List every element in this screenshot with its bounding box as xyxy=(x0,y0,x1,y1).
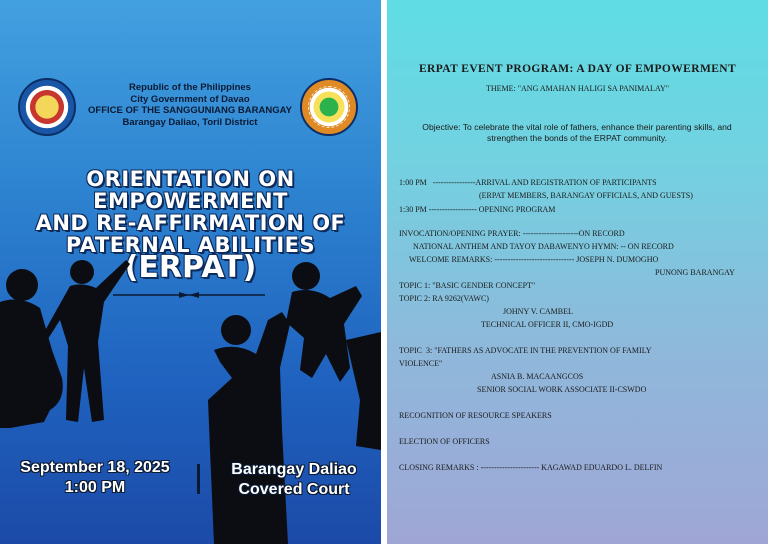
venue-line-2: Covered Court xyxy=(238,481,350,498)
program-line-welcome-title: PUNONG BARANGAY xyxy=(655,268,735,277)
program-objective: Objective: To celebrate the vital role of fathers, enhance their parenting skills, and strengthen the bonds of the ERPAT community. xyxy=(422,122,732,143)
program-line-topic-2: TOPIC 2: RA 9262(VAWC) xyxy=(399,294,489,303)
program-line-recognition: RECOGNITION OF RESOURCE SPEAKERS xyxy=(399,411,552,420)
header-line-barangay: Barangay Daliao, Toril District xyxy=(122,116,258,128)
event-date: September 18, 2025 xyxy=(20,459,170,476)
event-time: 1:00 PM xyxy=(64,479,126,496)
program-line-registration-detail: (ERPAT MEMBERS, BARANGAY OFFICIALS, AND GUESTS) xyxy=(479,191,693,200)
header-line-republic: Republic of the Philippines xyxy=(129,82,251,93)
program-line-registration: 1:00 PM ----------------ARRIVAL AND REGISTRATION OF PARTICIPANTS xyxy=(399,178,657,187)
program-theme: THEME: "ANG AMAHAN HALIGI SA PANIMALAY" xyxy=(485,84,670,93)
title-line-3: PATERNAL ABILITIES xyxy=(65,233,316,257)
program-line-topic-3-cont: VIOLENCE" xyxy=(399,359,443,368)
event-venue xyxy=(214,460,374,500)
program-line-election: ELECTION OF OFFICERS xyxy=(399,437,490,446)
event-poster xyxy=(0,0,381,544)
program-line-topic-1: TOPIC 1: "BASIC GENDER CONCEPT" xyxy=(399,281,536,290)
title-abbreviation: (ERPAT) xyxy=(124,250,257,285)
poster-title xyxy=(0,168,381,256)
title-line-1: ORIENTATION ON EMPOWERMENT xyxy=(86,167,295,213)
program-line-speaker-2: ASNIA B. MACAANGCOS xyxy=(491,372,584,381)
header-line-office: OFFICE OF THE SANGGUNIANG BARANGAY xyxy=(88,105,292,116)
title-line-2: AND RE-AFFIRMATION OF xyxy=(35,211,346,235)
event-date-time xyxy=(6,458,184,498)
program-line-opening: 1:30 PM ------------------ OPENING PROGRAM xyxy=(399,205,556,214)
barangay-daliao-seal-icon xyxy=(300,78,358,136)
government-header xyxy=(82,82,298,128)
program-line-speaker-1-title: TECHNICAL OFFICER II, CMO-IGDD xyxy=(481,320,614,329)
program-title: ERPAT EVENT PROGRAM: A DAY OF EMPOWERMENT xyxy=(418,63,737,75)
program-line-welcome: WELCOME REMARKS: ------------------------------ JOSEPH N. DUMOGHO xyxy=(409,255,659,264)
program-line-speaker-2-title: SENIOR SOCIAL WORK ASSOCIATE II-CSWDO xyxy=(477,385,647,394)
lungsod-ng-dabaw-seal-icon xyxy=(18,78,76,136)
program-line-anthem: NATIONAL ANTHEM AND TAYOY DABAWENYO HYMN: -- ON RECORD xyxy=(413,242,674,251)
venue-line-1: Barangay Daliao xyxy=(231,461,357,478)
program-line-speaker-1: JOHNY V. CAMBEL xyxy=(503,307,573,316)
event-program xyxy=(387,0,768,544)
date-venue-separator xyxy=(197,464,200,494)
program-line-invocation: INVOCATION/OPENING PRAYER: ---------------------ON RECORD xyxy=(399,229,625,238)
header-line-city: City Government of Davao xyxy=(130,93,250,105)
program-line-topic-3: TOPIC 3: "FATHERS AS ADVOCATE IN THE PREVENTION OF FAMILY xyxy=(399,346,652,355)
program-line-closing: CLOSING REMARKS : ---------------------- KAGAWAD EDUARDO L. DELFIN xyxy=(399,463,663,472)
